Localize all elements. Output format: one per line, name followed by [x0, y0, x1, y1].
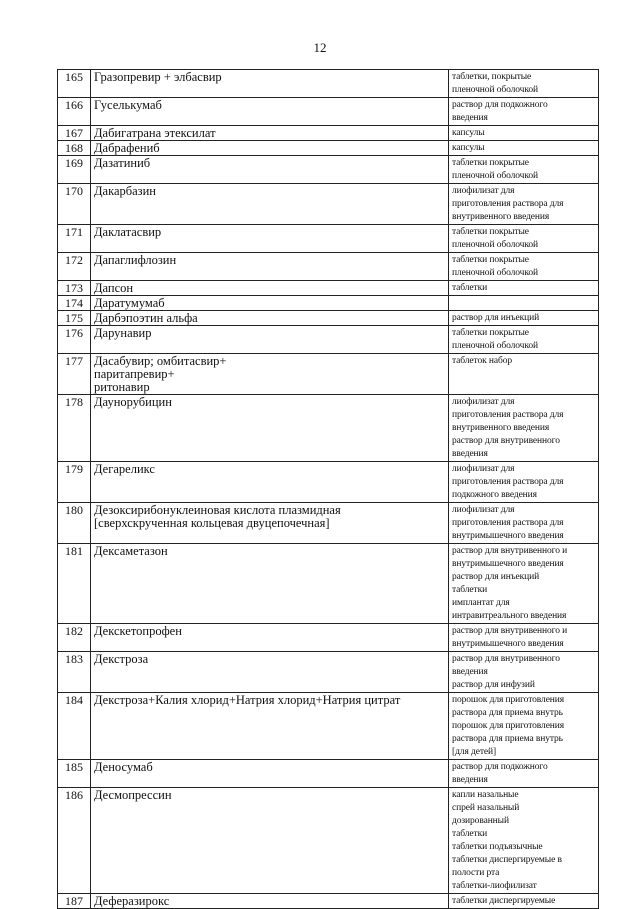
table-row [58, 296, 599, 311]
row-number: 179 [58, 462, 91, 503]
drug-name-cell [91, 184, 449, 225]
dosage-form-cell [449, 788, 599, 894]
dosage-form-line: капсулы [452, 143, 485, 153]
drug-name-line: Гразопревир + элбасвир [94, 70, 222, 84]
table-row [58, 156, 599, 184]
dosage-form-line: капсулы [452, 128, 485, 138]
dosage-form-line: таблетки покрытые [452, 227, 529, 237]
drug-name-line: Декскетопрофен [94, 624, 182, 638]
dosage-form-cell [449, 253, 599, 281]
row-number: 178 [58, 395, 91, 462]
dosage-form-line: пленочной оболочкой [452, 171, 538, 181]
dosage-form-line: подкожного введения [452, 490, 537, 500]
dosage-form-line: лиофилизат для [452, 464, 515, 474]
row-number: 175 [58, 311, 91, 326]
dosage-form-cell [449, 126, 599, 141]
row-number: 170 [58, 184, 91, 225]
dosage-form-line: раствор для внутривенного и [452, 546, 568, 556]
row-number: 165 [58, 70, 91, 98]
dosage-form-cell [449, 395, 599, 462]
dosage-form-line: лиофилизат для [452, 186, 515, 196]
row-number: 186 [58, 788, 91, 894]
table-row [58, 354, 599, 395]
row-number: 173 [58, 281, 91, 296]
dosage-form-line: пленочной оболочкой [452, 240, 538, 250]
dosage-form-cell [449, 894, 599, 909]
dosage-form-cell [449, 693, 599, 760]
dosage-form-line: приготовления раствора для [452, 518, 564, 528]
table-row [58, 141, 599, 156]
table-row [58, 253, 599, 281]
dosage-form-line: раствора для приема внутрь [452, 734, 563, 744]
drug-name-line: Дегареликс [94, 462, 155, 476]
row-number: 187 [58, 894, 91, 909]
dosage-form-line: имплантат для [452, 598, 510, 608]
table-row [58, 693, 599, 760]
drug-name-cell [91, 354, 449, 395]
drug-name-line: [сверхскрученная кольцевая двуцепочечная] [94, 516, 330, 530]
table-row [58, 326, 599, 354]
row-number: 181 [58, 544, 91, 624]
dosage-form-line: внутримышечного введения [452, 531, 564, 541]
dosage-form-cell [449, 141, 599, 156]
dosage-form-line: пленочной оболочкой [452, 341, 538, 351]
drug-name-cell [91, 326, 449, 354]
row-number: 177 [58, 354, 91, 395]
dosage-form-line: спрей назальный [452, 803, 520, 813]
dosage-form-line: раствор для инъекций [452, 313, 540, 323]
dosage-form-line: введения [452, 775, 488, 785]
drug-name-line: Дабигатрана этексилат [94, 126, 216, 140]
drug-name-cell [91, 624, 449, 652]
dosage-form-line: внутривенного введения [452, 423, 550, 433]
drug-name-line: Десмопрессин [94, 788, 172, 802]
row-number: 185 [58, 760, 91, 788]
dosage-form-cell [449, 652, 599, 693]
drug-name-cell [91, 311, 449, 326]
table-row [58, 311, 599, 326]
dosage-form-line: таблетки [452, 585, 488, 595]
dosage-form-line: приготовления раствора для [452, 477, 564, 487]
dosage-form-line: введения [452, 449, 488, 459]
dosage-form-line: таблетки, покрытые [452, 72, 532, 82]
drug-name-cell [91, 70, 449, 98]
drug-name-line: Дабрафениб [94, 141, 160, 155]
dosage-form-cell [449, 281, 599, 296]
dosage-form-line: лиофилизат для [452, 397, 515, 407]
dosage-form-line: раствор для инъекций [452, 572, 540, 582]
dosage-form-cell [449, 70, 599, 98]
table-row [58, 462, 599, 503]
dosage-form-line: введения [452, 113, 488, 123]
drug-name-cell [91, 281, 449, 296]
table-row [58, 70, 599, 98]
dosage-form-line: таблетки подъязычные [452, 842, 543, 852]
dosage-form-line: таблетки-лиофилизат [452, 881, 537, 891]
drug-name-line: Деносумаб [94, 760, 153, 774]
drug-name-line: Дарбэпоэтин альфа [94, 311, 198, 325]
drug-table [57, 69, 599, 909]
dosage-form-line: таблетки [452, 829, 488, 839]
drug-name-cell [91, 395, 449, 462]
drug-name-cell [91, 462, 449, 503]
table-row [58, 184, 599, 225]
dosage-form-cell [449, 544, 599, 624]
dosage-form-line: раствор для инфузий [452, 680, 535, 690]
drug-name-cell [91, 98, 449, 126]
table-row [58, 760, 599, 788]
table-row [58, 395, 599, 462]
row-number: 166 [58, 98, 91, 126]
drug-name-cell [91, 141, 449, 156]
drug-name-line: Деферазирокс [94, 894, 170, 908]
drug-name-line: Дасабувир; омбитасвир+ [94, 354, 227, 368]
table-row [58, 624, 599, 652]
dosage-form-line: порошок для приготовления [452, 695, 565, 705]
drug-name-line: Декстроза+Калия хлорид+Натрия хлорид+Натрия цитрат [94, 693, 401, 707]
dosage-form-cell [449, 354, 599, 395]
dosage-form-line: таблетки покрытые [452, 255, 529, 265]
drug-name-line: Дапсон [94, 281, 134, 295]
dosage-form-line: раствора для приема внутрь [452, 708, 563, 718]
dosage-form-line: таблетки покрытые [452, 328, 529, 338]
table-row [58, 126, 599, 141]
drug-name-line: ритонавир [94, 380, 150, 394]
dosage-form-line: введения [452, 667, 488, 677]
row-number: 180 [58, 503, 91, 544]
drug-name-line: Дапаглифлозин [94, 253, 177, 267]
dosage-form-cell [449, 462, 599, 503]
table-row [58, 544, 599, 624]
dosage-form-line: внутримышечного введения [452, 639, 564, 649]
dosage-form-line: таблетки покрытые [452, 158, 529, 168]
dosage-form-line: полости рта [452, 868, 500, 878]
drug-name-cell [91, 225, 449, 253]
dosage-form-cell [449, 225, 599, 253]
drug-name-line: паритапревир+ [94, 367, 175, 381]
table-row [58, 894, 599, 909]
dosage-form-line: приготовления раствора для [452, 410, 564, 420]
dosage-form-cell [449, 98, 599, 126]
drug-name-line: Даклатасвир [94, 225, 162, 239]
table-body [58, 70, 599, 909]
dosage-form-line: раствор для внутривенного [452, 436, 560, 446]
dosage-form-cell [449, 296, 599, 311]
row-number: 182 [58, 624, 91, 652]
dosage-form-cell [449, 760, 599, 788]
drug-name-cell [91, 503, 449, 544]
drug-name-line: Дакарбазин [94, 184, 156, 198]
drug-name-line: Дарунавир [94, 326, 152, 340]
row-number: 172 [58, 253, 91, 281]
drug-name-line: Дазатиниб [94, 156, 151, 170]
drug-name-line: Декстроза [94, 652, 149, 666]
row-number: 183 [58, 652, 91, 693]
row-number: 169 [58, 156, 91, 184]
drug-name-cell [91, 693, 449, 760]
row-number: 168 [58, 141, 91, 156]
table-row [58, 788, 599, 894]
dosage-form-cell [449, 624, 599, 652]
dosage-form-line: интравитреального введения [452, 611, 567, 621]
table-row [58, 281, 599, 296]
drug-name-line: Даратумумаб [94, 296, 165, 310]
dosage-form-line: раствор для подкожного [452, 100, 548, 110]
dosage-form-line: таблетки [452, 283, 488, 293]
drug-name-cell [91, 760, 449, 788]
dosage-form-line: порошок для приготовления [452, 721, 565, 731]
dosage-form-line: раствор для внутривенного и [452, 626, 568, 636]
drug-name-line: Гуселькумаб [94, 98, 162, 112]
dosage-form-line: таблеток набор [452, 356, 513, 366]
drug-name-line: Дезоксирибонуклеиновая кислота плазмидная [94, 503, 341, 517]
table-row [58, 652, 599, 693]
table-row [58, 98, 599, 126]
dosage-form-line: пленочной оболочкой [452, 268, 538, 278]
dosage-form-line: приготовления раствора для [452, 199, 564, 209]
dosage-form-line: пленочной оболочкой [452, 85, 538, 95]
dosage-form-cell [449, 326, 599, 354]
dosage-form-line: внутримышечного введения [452, 559, 564, 569]
dosage-form-line: таблетки диспергируемые [452, 896, 556, 906]
dosage-form-line: внутривенного введения [452, 212, 550, 222]
row-number: 171 [58, 225, 91, 253]
dosage-form-cell [449, 311, 599, 326]
dosage-form-line: капли назальные [452, 790, 519, 800]
dosage-form-cell [449, 184, 599, 225]
drug-name-cell [91, 894, 449, 909]
row-number: 167 [58, 126, 91, 141]
drug-name-cell [91, 156, 449, 184]
dosage-form-cell [449, 156, 599, 184]
drug-name-cell [91, 253, 449, 281]
table-row [58, 225, 599, 253]
dosage-form-line: лиофилизат для [452, 505, 515, 515]
drug-name-cell [91, 652, 449, 693]
drug-name-line: Даунорубицин [94, 395, 172, 409]
dosage-form-line: раствор для внутривенного [452, 654, 560, 664]
dosage-form-cell [449, 503, 599, 544]
drug-name-cell [91, 544, 449, 624]
dosage-form-line: таблетки диспергируемые в [452, 855, 562, 865]
drug-name-line: Дексаметазон [94, 544, 168, 558]
row-number: 174 [58, 296, 91, 311]
drug-name-cell [91, 126, 449, 141]
table-row [58, 503, 599, 544]
dosage-form-line: [для детей] [452, 747, 497, 757]
dosage-form-line: раствор для подкожного [452, 762, 548, 772]
drug-name-cell [91, 788, 449, 894]
drug-name-cell [91, 296, 449, 311]
page-number: 12 [313, 40, 327, 55]
row-number: 184 [58, 693, 91, 760]
row-number: 176 [58, 326, 91, 354]
dosage-form-line: дозированный [452, 816, 509, 826]
